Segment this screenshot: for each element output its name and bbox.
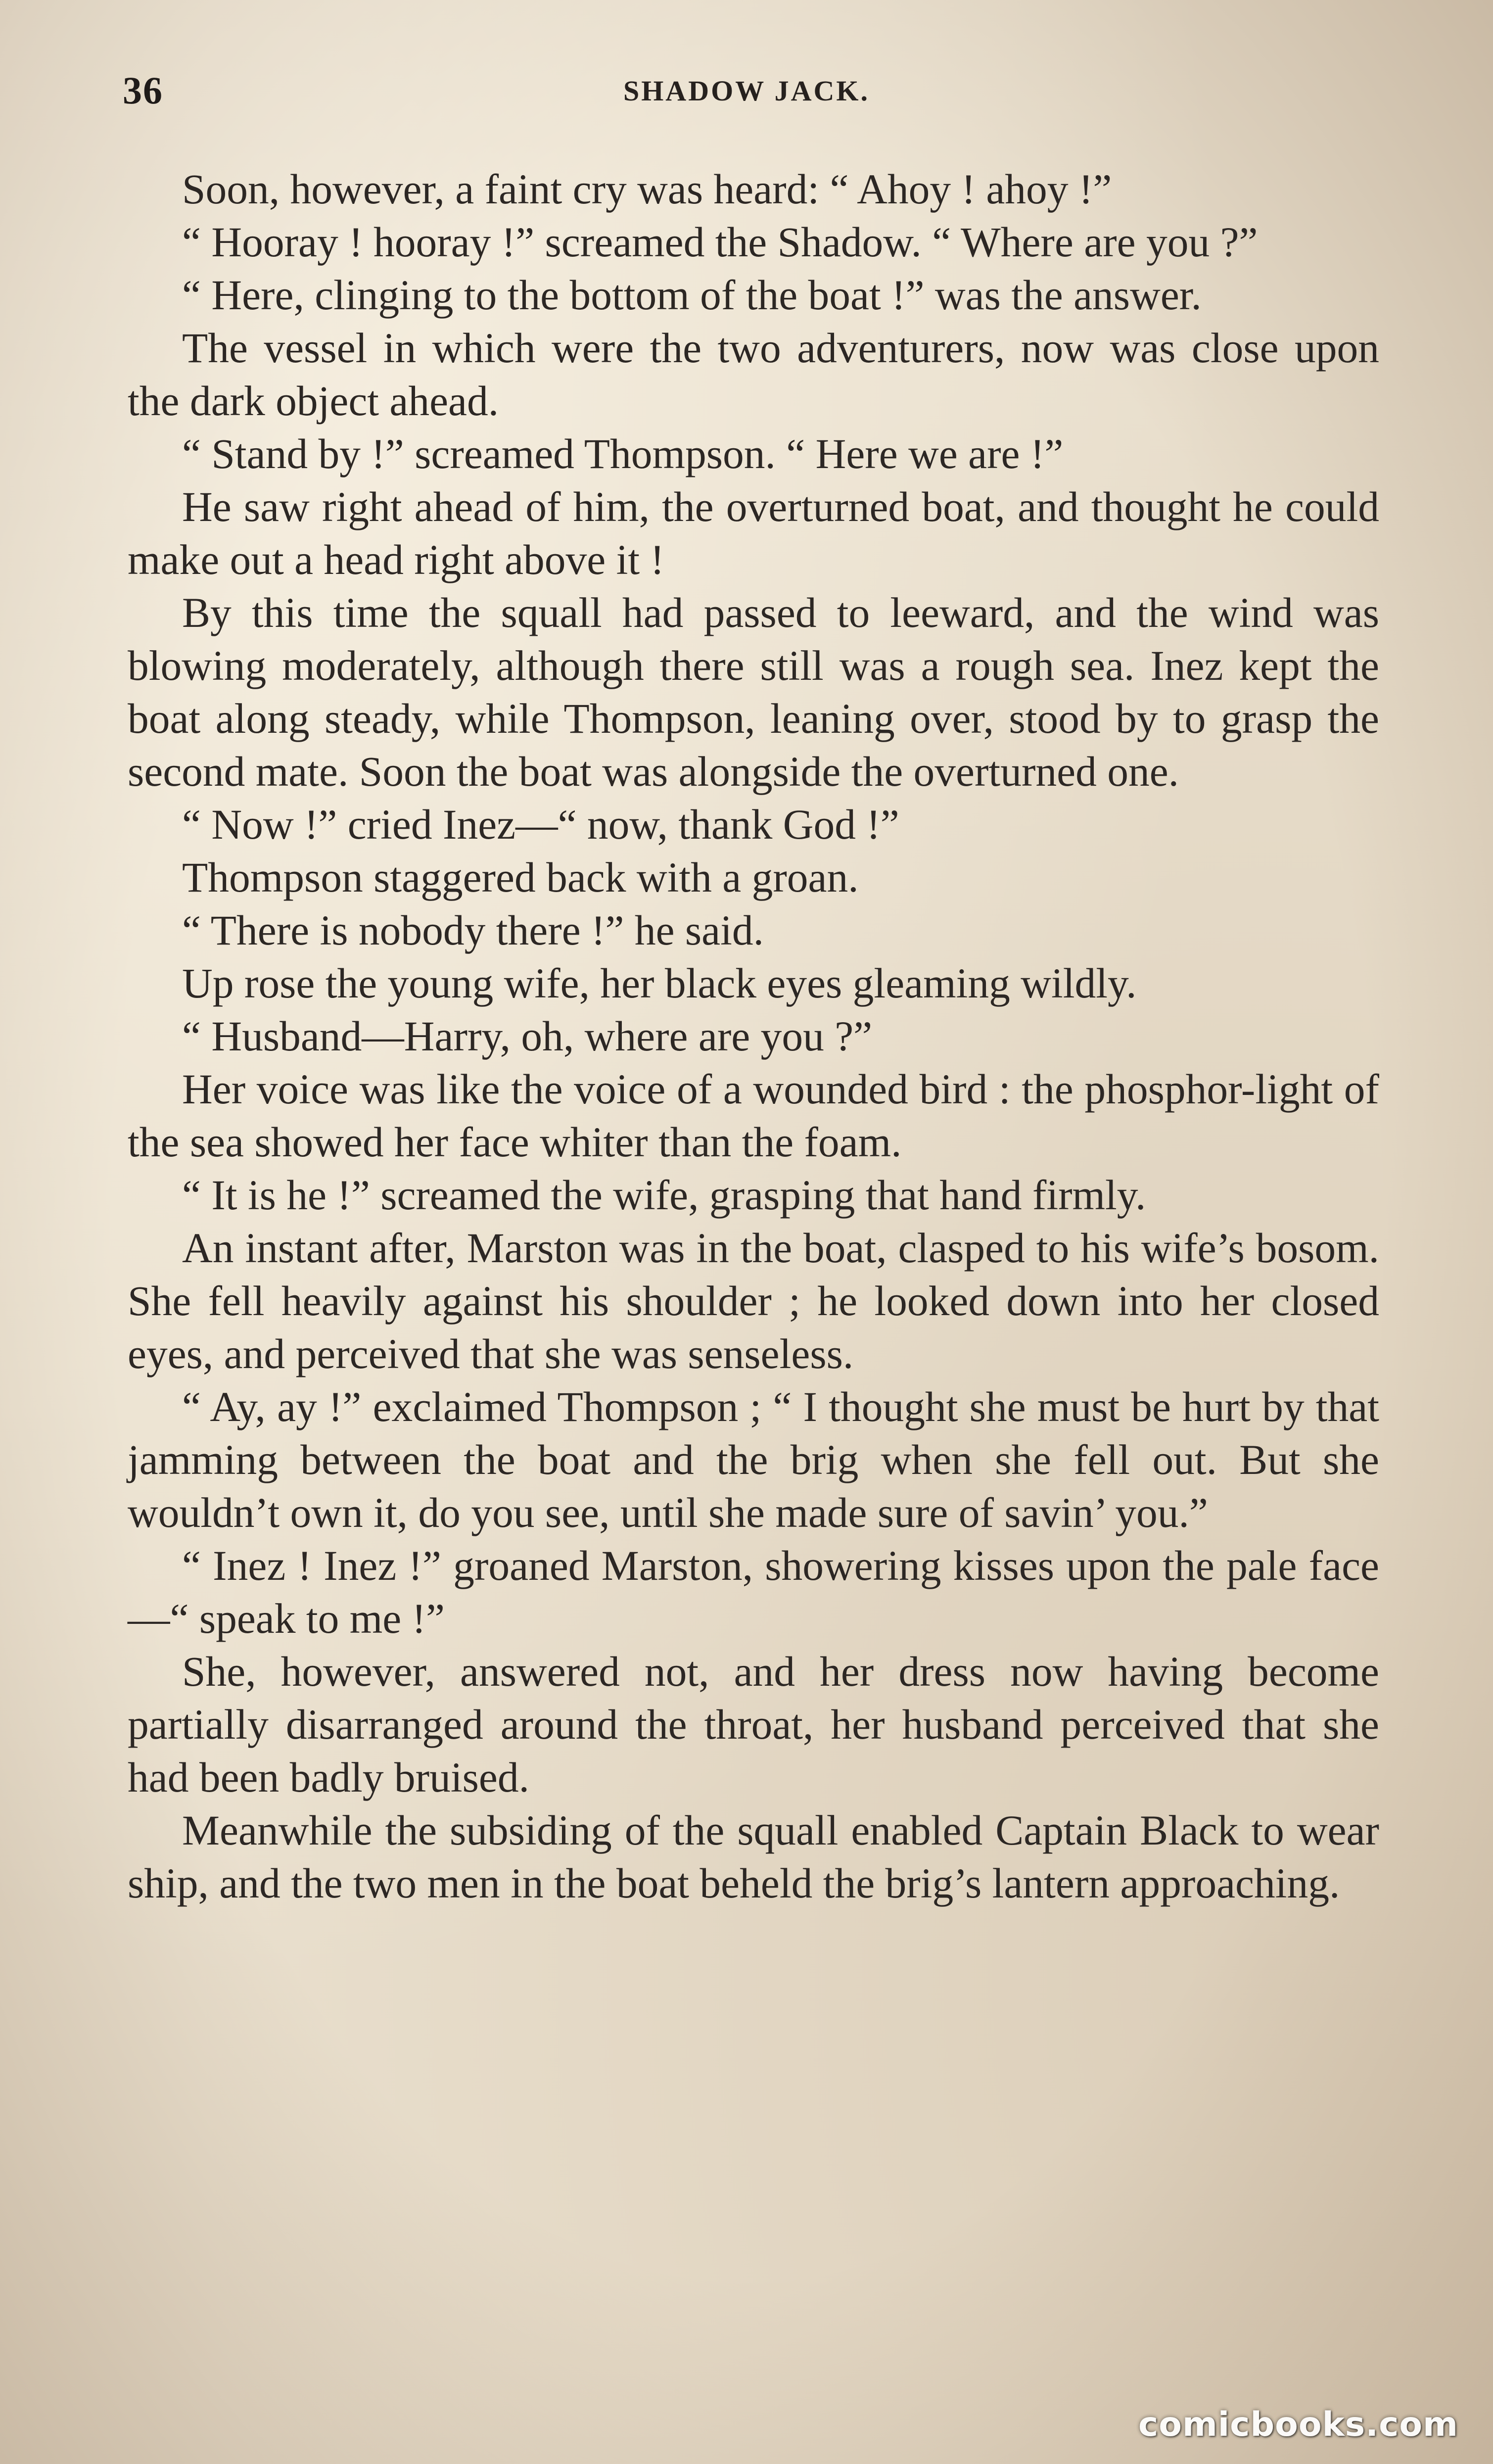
paragraph: “ Stand by !” screamed Thompson. “ Here we are !” (182, 431, 1064, 477)
paragraph: Thompson staggered back with a groan. (182, 854, 859, 901)
site-watermark: comicbooks.com (1138, 2405, 1458, 2444)
paragraph: “ Now !” cried Inez—“ now, thank God !” (182, 802, 899, 848)
running-title: SHADOW JACK. (623, 75, 870, 107)
paragraph: “ Ay, ay !” exclaimed Thompson ; “ I thought she must be hurt by that jamming between the boat and the brig when she fell out. But she wouldn’t own it, do you see, until she made sure of savin’ you.” (128, 1384, 1379, 1536)
body-text (128, 163, 1379, 1910)
paragraph: Her voice was like the voice of a wounded bird : the phosphor-light of the sea showed her face whiter than the foam. (128, 1066, 1379, 1166)
page-number: 36 (123, 69, 163, 112)
paragraph: An instant after, Marston was in the boat, clasped to his wife’s bosom. She fell heavily against his shoulder ; he looked down into her closed eyes, and perceived that she was senseless. (128, 1225, 1379, 1377)
paragraph: She, however, answered not, and her dress now having become partially disarranged around the throat, her husband perceived that she had been badly bruised. (128, 1649, 1379, 1801)
paragraph: “ Hooray ! hooray !” screamed the Shadow. “ Where are you ?” (182, 219, 1258, 266)
paragraph: Up rose the young wife, her black eyes gleaming wildly. (182, 960, 1137, 1007)
paragraph: “ Husband—Harry, oh, where are you ?” (182, 1013, 873, 1060)
paragraph: By this time the squall had passed to leeward, and the wind was blowing moderately, although there still was a rough sea. Inez kept the boat along steady, while Thompson, leaning over, stood by to grasp the second mate. Soon the boat was alongside the overturned one. (128, 590, 1379, 795)
paragraph: “ Inez ! Inez !” groaned Marston, showering kisses upon the pale face—“ speak to me !” (128, 1543, 1379, 1642)
paragraph: He saw right ahead of him, the overturned boat, and thought he could make out a head right above it ! (128, 484, 1379, 583)
paragraph: Soon, however, a faint cry was heard: “ Ahoy ! ahoy !” (182, 166, 1112, 213)
paragraph: “ There is nobody there !” he said. (182, 907, 764, 954)
paragraph: The vessel in which were the two adventurers, now was close upon the dark object ahead. (128, 325, 1379, 425)
paragraph: “ Here, clinging to the bottom of the boat !” was the answer. (182, 272, 1202, 319)
paragraph: “ It is he !” screamed the wife, grasping that hand firmly. (182, 1172, 1146, 1219)
paragraph: Meanwhile the subsiding of the squall enabled Captain Black to wear ship, and the two men in the boat beheld the brig’s lantern approaching. (128, 1807, 1379, 1907)
